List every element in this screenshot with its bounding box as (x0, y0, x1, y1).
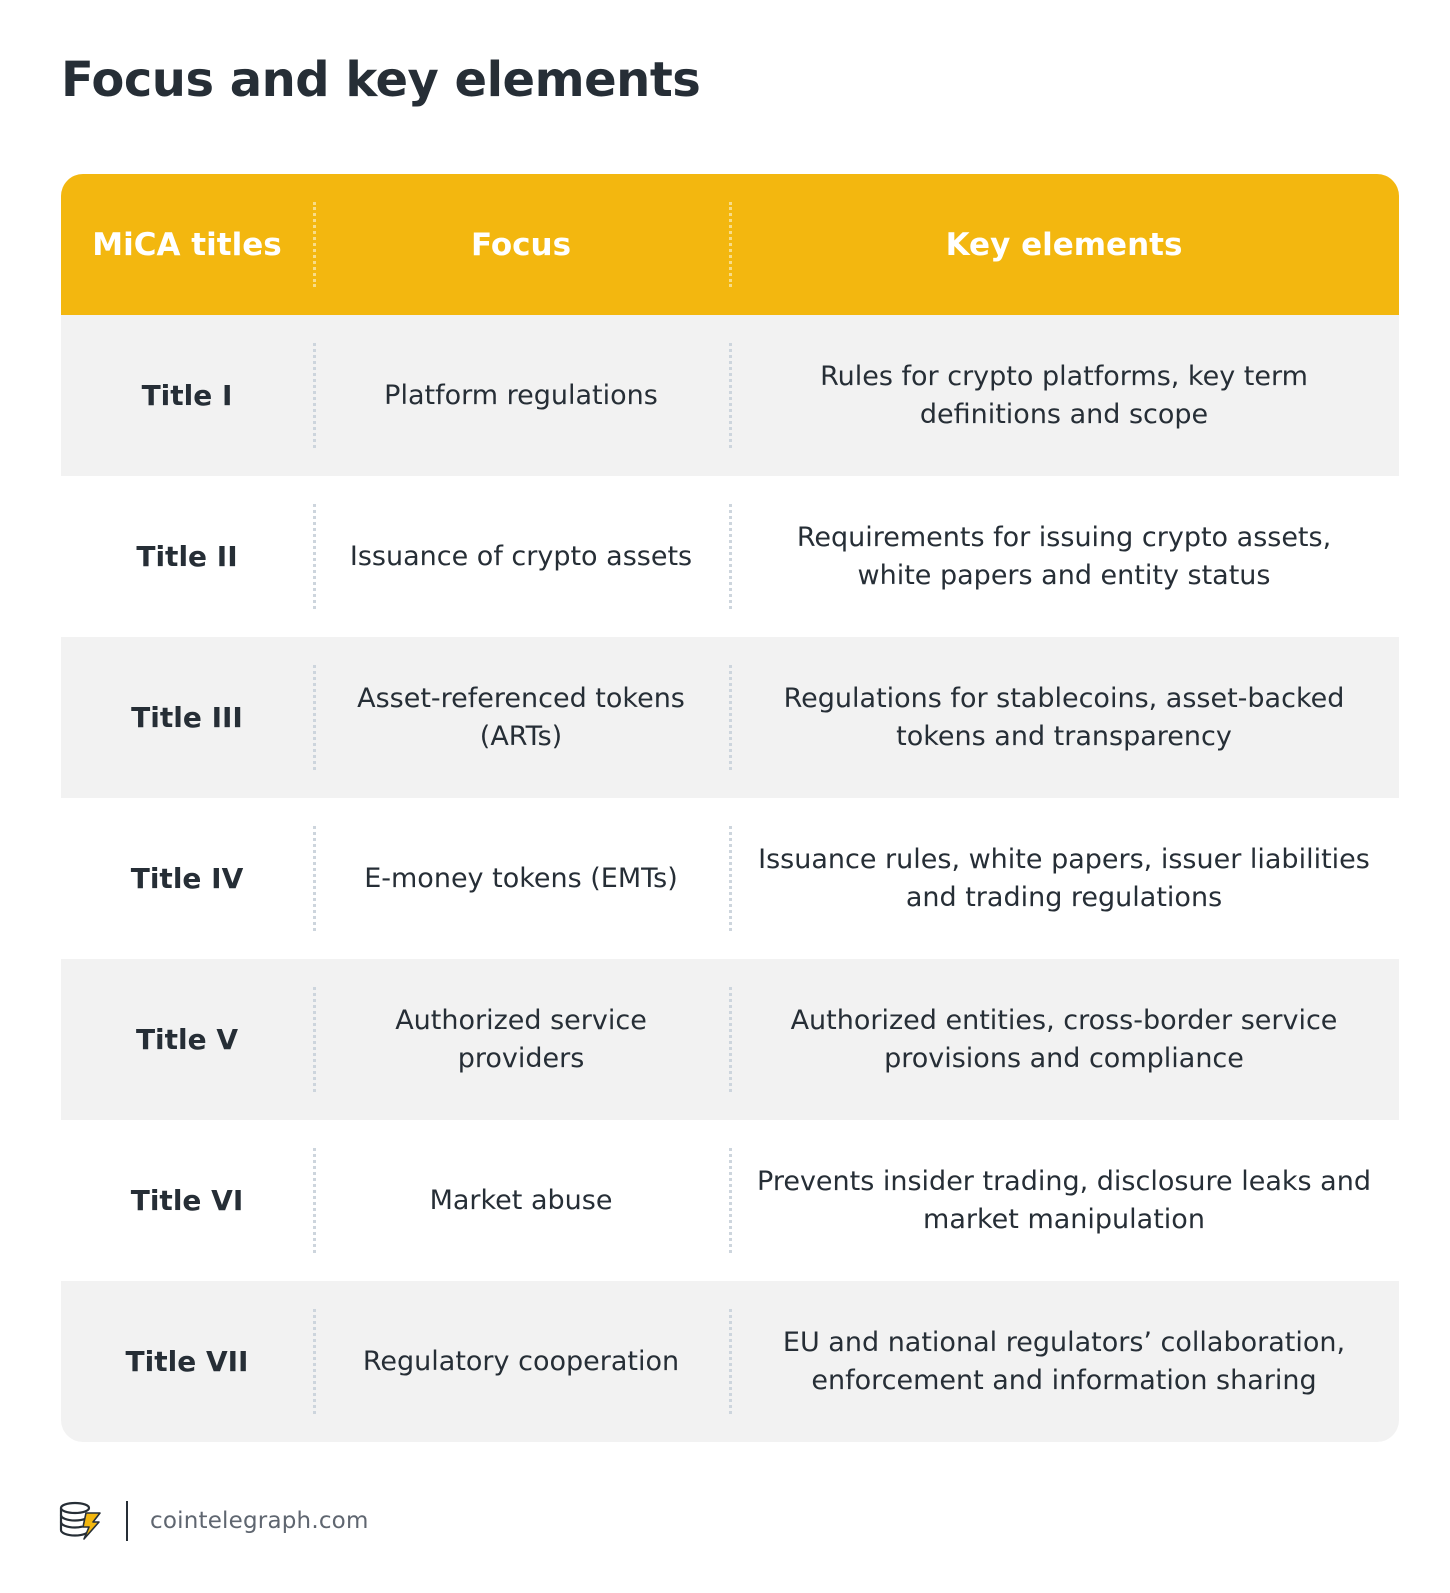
row-key-elements: Rules for crypto platforms, key term definitions and scope (729, 315, 1399, 476)
row-focus: Asset-referenced tokens (ARTs) (313, 637, 729, 798)
site-url: cointelegraph.com (150, 1508, 369, 1534)
table-header (61, 174, 1399, 315)
row-title: Title I (141, 378, 233, 412)
row-focus: Authorized service providers (313, 959, 729, 1120)
row-key-elements: EU and national regulators’ collaboration, enforcement and information sharing (729, 1281, 1399, 1442)
row-key-elements: Prevents insider trading, disclosure leaks and market manipulation (729, 1120, 1399, 1281)
row-key-elements: Requirements for issuing crypto assets, white papers and entity status (729, 476, 1399, 637)
header-mica-titles: MiCA titles (92, 226, 282, 263)
row-focus: Issuance of crypto assets (313, 476, 729, 637)
table-row (61, 1120, 1399, 1281)
row-title: Title V (135, 1022, 239, 1056)
row-focus: Regulatory cooperation (313, 1281, 729, 1442)
row-title: Title II (136, 539, 238, 573)
mica-table (61, 174, 1399, 1442)
footer (58, 1497, 369, 1545)
row-title: Title VII (125, 1344, 249, 1378)
row-title: Title VI (130, 1183, 244, 1217)
row-focus: E-money tokens (EMTs) (313, 798, 729, 959)
table-row (61, 959, 1399, 1120)
table-row (61, 1281, 1399, 1442)
table-row (61, 637, 1399, 798)
row-key-elements: Authorized entities, cross-border service provisions and compliance (729, 959, 1399, 1120)
table-row (61, 315, 1399, 476)
row-key-elements: Regulations for stablecoins, asset-backed tokens and transparency (729, 637, 1399, 798)
header-key-elements: Key elements (729, 174, 1399, 315)
page-title: Focus and key elements (61, 52, 701, 108)
row-title: Title IV (130, 861, 244, 895)
row-focus: Market abuse (313, 1120, 729, 1281)
cointelegraph-logo-icon (58, 1499, 104, 1543)
row-key-elements: Issuance rules, white papers, issuer liabilities and trading regulations (729, 798, 1399, 959)
footer-divider (126, 1501, 128, 1541)
row-title: Title III (131, 700, 243, 734)
header-focus: Focus (313, 174, 729, 315)
row-focus: Platform regulations (313, 315, 729, 476)
table-row (61, 476, 1399, 637)
table-row (61, 798, 1399, 959)
